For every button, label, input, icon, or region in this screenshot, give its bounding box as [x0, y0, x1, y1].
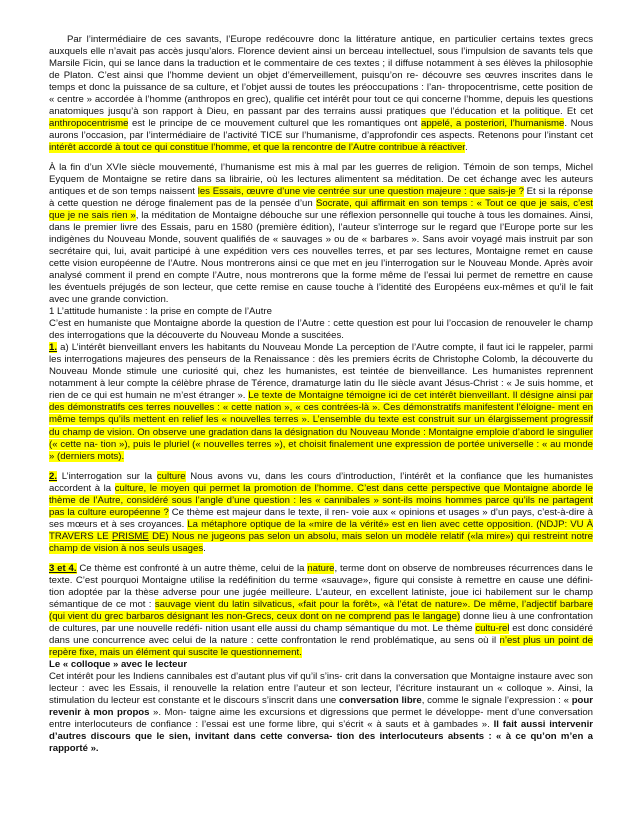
section-heading-2: Le « colloque » avec le lecteur [49, 658, 188, 670]
document-page [49, 34, 593, 755]
paragraph-colloque: Cet intérêt pour les Indiens cannibales est d’autant plus vif qu’il s’ins- crit dans la conversation que Montaigne instaure avec son lecteur : avec les Essais, il renouvelle la relation entre l’auteur et son lecteur, l’écriture instaurant un « colloque ». Ainsi, la stimulation du lecteur est constante et le discours s’inscrit dans une conversation libre, comme le signale l’expression : « pour revenir à mon propos ». Mon- taigne aime les excursions et digressions que permet le développe- ment d’une conversation entre interlocuteurs de confiance : l’essai est une forme libre, qui s’écrit « à sauts et à gambades ». Il fait aussi intervenir d’autres discours que le sien, invitant dans cette conversa- tion des interlocuteurs absents : « à ce qu’on m’en a rapporté ». [49, 670, 594, 754]
paragraph-gap [49, 463, 593, 471]
point-number: 1. [49, 342, 58, 354]
paragraph-intro: Par l’intermédiaire de ces savants, l’Europe redécouvre donc la littérature antique, en particulier certains textes grecs auxquels elle n’avait pas accès jusqu’alors. Florence devient ainsi un berceau intellectuel, sous l’impulsion de savants tels que Marsile Ficin, qui se lance dans la traduction et le commentaire de ces textes ; il diffuse notamment à ses élèves la philosophie de Platon. C’est ainsi que l’homme devient un objet d’émerveillement, puisqu’on re- découvre ses œuvres inscrites dans le temps et donc la puissance de sa culture, et l’objet aussi de toutes les préoccupations : l’an- thropocentrisme, cette position de « centre » accordée à l’homme (anthropos en grec), qualifie cet intérêt pour tout ce qui concerne l’homme, depuis les questions anatomiques jusqu’à son rapport à Dieu, en passant par des terrains aussi pratiques que l’éducation et la politique. Et cet anthropocentrisme est le principe de ce mouvement culturel que les romantiques ont appelé, a posteriori, l’humanisme. Nous aurons l’occasion, par l’intermédiaire de l’activité TICE sur l’humanisme, d’approfondir ces aspects. Retenons pour l’instant cet intérêt accordé à tout ce qui constitue l’homme, et que la rencontre de l’Autre contribue à réactiver. [49, 34, 593, 154]
highlight: anthropocentrisme [49, 118, 129, 130]
paragraph-gap [49, 555, 593, 563]
highlight: DE) Nous ne jugeons pas selon un absolu, mais selon un modèle relatif («la mire») qui restreint notre champ de vision à nos seuls usages [49, 530, 594, 554]
highlight: appelé, a posteriori, l’humanisme [421, 118, 565, 130]
highlight: La métaphore optique de la «mire de la vérité» est en lien avec cette opposition. (NDJP: VU À TRAVERS LE [49, 518, 593, 542]
highlight: sauvage vient du latin silvaticus, «fait pour la forêt», «à l’état de nature». De même, l’adjectif barbare (qui vient du grec barbaros désignant les non-Grecs, ceux dont on ne comprend pas le langage) [49, 598, 593, 622]
highlight: PRISME [111, 530, 149, 542]
highlight: n’est plus un point de repère fixe, mais un élément qui suscite le questionnement. [49, 634, 593, 658]
highlight: les Essais, œuvre d’une vie centrée sur une question majeure : que sais-je ? [197, 186, 524, 198]
paragraph-point-2: 2. L’interrogation sur la culture Nous avons vu, dans les cours d’introduction, l’intérêt et la confiance que les humanistes accordent à la culture, le moyen qui permet la promotion de l’homme. C’est dans cette perspective que Montaigne aborde le thème de l’Autre, considéré sous l’angle d’une question : les « cannibales » sont-ils moins hommes parce qu’ils ne partagent pas la culture européenne ? Ce thème est majeur dans le texte, il ren- voie aux « opinions et usages » d’un pays, c’est-à-dire à ses mœurs et à ses croyances. La métaphore optique de la «mire de la vérité» est en lien avec cette opposition. (NDJP: VU À TRAVERS LE PRISME DE) Nous ne jugeons pas selon un absolu, mais selon un modèle relatif («la mire») qui restreint notre champ de vision à nos seuls usages. [49, 470, 594, 554]
point-number: 3 et 4. [49, 562, 77, 574]
highlight: culture [156, 470, 186, 482]
highlight: intérêt accordé à tout ce qui constitue l’homme, et que la rencontre de l’Autre contribue à réactiver [49, 142, 465, 154]
paragraph-point-3-4: 3 et 4. Ce thème est confronté à un autre thème, celui de la nature, terme dont on observe de nombreuses récurrences dans le texte. C’est pourquoi Montaigne utilise la redéfinition du terme «sauvage», figure qui consiste à remettre en cause une défini- tion adoptée par la thèse adverse pour une jugée meilleure. L’auteur, en excellent latiniste, joue ici habilement sur le champ sémantique de ce mot : sauvage vient du latin silvaticus, «fait pour la forêt», «à l’état de nature». De même, l’adjectif barbare (qui vient du grec barbaros désignant les non-Grecs, ceux dont on ne comprend pas le langage) donne lieu à une confrontation de cultures, par une nouvelle redéfi- nition usant elle aussi du champ sémantique du mot. Le thème cultu-rel est donc considéré dans une concurrence avec celui de la nature : cette confrontation le rend problématique, au sens où il n’est plus un point de repère fixe, mais un élément qui suscite le questionnement. [49, 562, 593, 658]
paragraph-point-1: 1. a) L’intérêt bienveillant envers les habitants du Nouveau Monde La perception de l’Autre compte, il faut ici le rappeler, parmi les interrogations majeures des penseurs de la Renaissance : dès les premiers écrits de Christophe Colomb, la découverte du Nouveau Monde stimule une curiosité qui, chez les humanistes, est teintée de bienveillance. Les humanistes reprennent notamment à leur compte la célèbre phrase de Térence, dramaturge latin du IIe siècle avant Jésus-Christ : « Je suis homme, et rien de ce qui est humain ne m’est étranger ». Le texte de Montaigne témoigne ici de cet intérêt bienveillant. Il désigne ainsi par des démonstratifs ces terres nouvelles : « cette nation », « ces contrées-là ». Ces démonstratifs manifestent l’éloigne- ment en même temps qu’ils mettent en relief les « nouvelles terres ». L’ensemble du texte est construit sur un élargissement progressif du champ de vision. On observe une gradation dans la désignation du Nouveau Monde : Montaigne emploie d’abord le singulier (« cette na- tion »), puis le pluriel (« nouvelles terres »), et choisit finalement une expression de portée universelle : « au monde » (derniers mots). [49, 342, 593, 462]
point-number: 2. [49, 470, 58, 482]
paragraph-gap [49, 154, 593, 162]
highlight: nature [307, 562, 335, 574]
section-heading-1: 1 L’attitude humaniste : la prise en compte de l’Autre [49, 306, 272, 318]
highlight: culture, le moyen qui permet la promotion de l’homme. C’est dans cette perspective que Montaigne aborde le thème de l’Autre, considéré sous l’angle d’une question : les « cannibales » sont-ils moins hommes parce qu’ils ne partagent pas la culture européenne ? [49, 482, 593, 518]
highlight: Socrate, qui affirmait en son temps : « Tout ce que je sais, c’est que je ne sais rien » [49, 198, 593, 222]
bold-text: conversation libre [339, 694, 422, 706]
highlight: cultu-rel [475, 622, 510, 634]
highlight: Le texte de Montaigne témoigne ici de cet intérêt bienveillant. Il désigne ainsi par des démonstratifs ces terres nouvelles : « cette nation », « ces contrées-là ». Ces démonstratifs manifestent l’éloigne- ment en même temps qu’ils mettent en relief les « nouvelles terres ». L’ensemble du texte est construit sur un élargissement progressif du champ de vision. On observe une gradation dans la désignation du Nouveau Monde : Montaigne emploie d’abord le singulier (« cette na- tion »), puis le pluriel (« nouvelles terres »), et choisit finalement une expression de portée universelle : « au monde » (derniers mots). [49, 390, 593, 462]
bold-text: pour revenir à mon propos [49, 694, 594, 718]
bold-text: Il fait aussi intervenir d’autres discours que le sien, invitant dans cette conversa- tion des interlocuteurs absents : « à ce qu’on m’en a rapporté ». [49, 718, 593, 754]
paragraph-section-intro: C’est en humaniste que Montaigne aborde la question de l’Autre : cette question est pour lui l’occasion de renouveler le champ des interrogations que la découverte du Nouveau Monde a suscitées. [49, 318, 593, 342]
paragraph-montaigne: À la fin d’un XVIe siècle mouvementé, l’humanisme est mis à mal par les guerres de religion. Témoin de son temps, Michel Eyquem de Montaigne se retire dans sa librairie, où les lectures alimentent sa méditation. De cet échange avec les auteurs antiques et de son temps naissent les Essais, œuvre d’une vie centrée sur une question majeure : que sais-je ? Et si la réponse à cette question ne déroge finalement pas de la pensée d’un Socrate, qui affirmait en son temps : « Tout ce que je sais, c’est que je ne sais rien », la méditation de Montaigne débouche sur une réflexion personnelle qui touche à tous les domaines. Ainsi, dans le premier livre des Essais, paru en 1580 (première édition), l’auteur s’interroge sur le regard que l’Europe porte sur les indigènes du Nouveau Monde, souvent qualifiés de « sauvages » ou de « barbares ». Sans avoir voyagé mais instruit par son secrétaire qui, lui, avait participé à une expédition vers ces nouvelles terres, et par ses lectures, Montaigne remet en cause cette vision européenne de l’Autre. Nous montrerons ainsi ce que met en jeu l’interrogation sur le Nouveau Monde. Après avoir analysé comment il prend en compte l’Autre, nous montrerons que la forme même de l’essai lui permet de remettre en cause les éventuels préjugés de son lecteur, que cette remise en cause touche à l’identité des Européens eux-mêmes et qu’il le fait avec une grande conviction. [49, 162, 593, 306]
